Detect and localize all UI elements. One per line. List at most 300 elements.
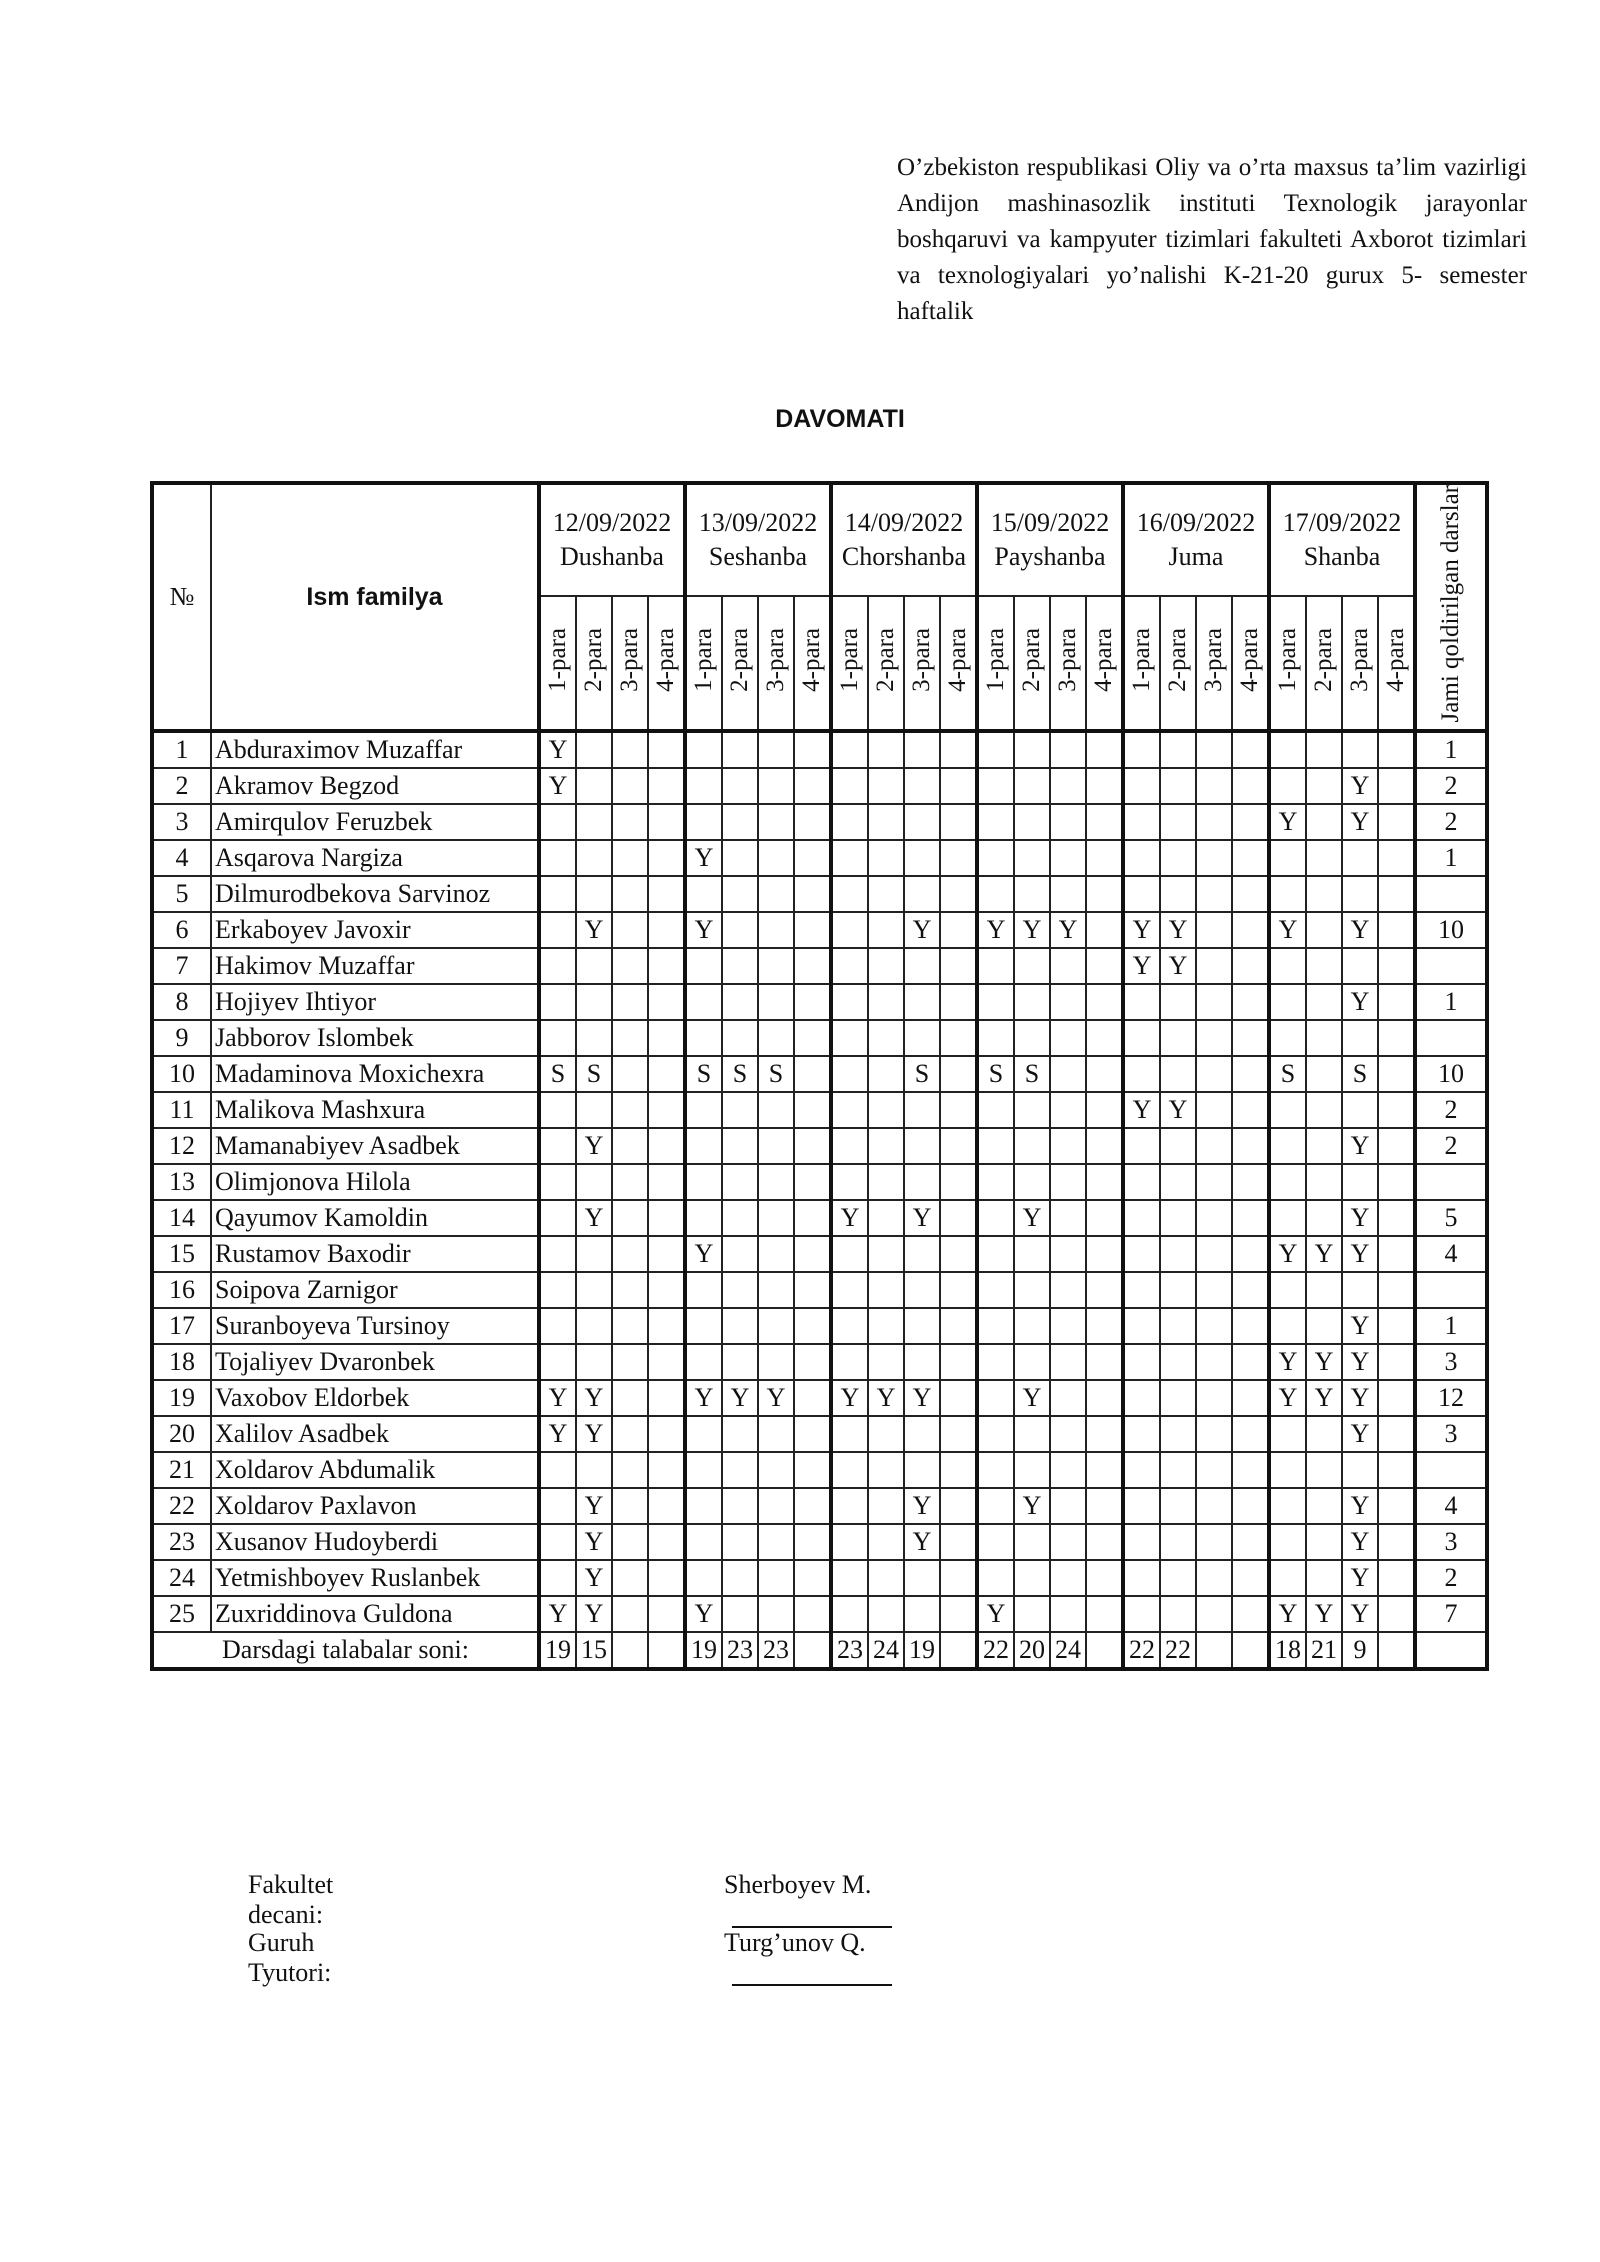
attendance-mark [1014, 948, 1050, 984]
attendance-mark [758, 840, 794, 876]
attendance-mark [1196, 804, 1232, 840]
attendance-mark [722, 1560, 758, 1596]
day-weekday: Shanba [1303, 542, 1381, 572]
attendance-mark [722, 876, 758, 912]
attendance-mark [648, 1020, 685, 1056]
attendance-mark [758, 1416, 794, 1452]
attendance-mark [1160, 1488, 1196, 1524]
attendance-mark [612, 1380, 648, 1416]
attendance-mark [758, 984, 794, 1020]
attendance-mark [539, 1488, 576, 1524]
para-header [648, 596, 685, 731]
attendance-mark: Y [904, 1200, 940, 1236]
attendance-mark [940, 1092, 977, 1128]
attendance-mark [722, 1200, 758, 1236]
attendance-mark [1014, 1092, 1050, 1128]
missed-total [1415, 1452, 1487, 1488]
day-date: 16/09/2022 [1136, 508, 1256, 538]
attendance-mark [868, 876, 904, 912]
attendance-mark [1123, 1560, 1160, 1596]
attendance-mark: Y [831, 1380, 868, 1416]
attendance-mark [1014, 1272, 1050, 1308]
attendance-mark [1306, 1200, 1342, 1236]
attendance-mark: Y [1014, 1200, 1050, 1236]
attendance-mark [1306, 1128, 1342, 1164]
attendance-mark [904, 1092, 940, 1128]
attendance-mark [1014, 1344, 1050, 1380]
table-row [152, 1236, 1487, 1272]
attendance-mark: S [904, 1056, 940, 1092]
attendance-mark [977, 1452, 1014, 1488]
attendance-mark [1123, 1416, 1160, 1452]
attendance-mark [831, 1272, 868, 1308]
table-row [152, 1416, 1487, 1452]
para-header [758, 596, 794, 731]
attendance-mark [977, 804, 1014, 840]
attendance-mark [1306, 1308, 1342, 1344]
attendance-mark [940, 1416, 977, 1452]
attendance-mark [904, 1236, 940, 1272]
attendance-mark [685, 1308, 722, 1344]
attendance-mark [1306, 1056, 1342, 1092]
attendance-mark [1160, 1020, 1196, 1056]
attendance-mark [1014, 1416, 1050, 1452]
attendance-mark [576, 1344, 612, 1380]
student-name: Dilmurodbekova Sarvinoz [211, 876, 539, 912]
attendance-mark: Y [1342, 1596, 1378, 1632]
attendance-mark [685, 1020, 722, 1056]
para-label: 3-para [1054, 627, 1081, 692]
attendance-mark [977, 1236, 1014, 1272]
student-name: Hojiyev Ihtiyor [211, 984, 539, 1020]
attendance-mark: Y [685, 1380, 722, 1416]
attendance-mark: S [977, 1056, 1014, 1092]
attendance-mark [612, 1524, 648, 1560]
attendance-mark [940, 768, 977, 804]
attendance-mark [794, 1596, 831, 1632]
attendance-mark [831, 1128, 868, 1164]
present-count: 19 [904, 1632, 940, 1669]
attendance-mark [904, 1128, 940, 1164]
attendance-mark [904, 948, 940, 984]
attendance-mark [868, 1560, 904, 1596]
attendance-mark: Y [1342, 1128, 1378, 1164]
row-number: 16 [152, 1272, 211, 1308]
attendance-mark [1232, 1020, 1269, 1056]
attendance-mark [1378, 1524, 1415, 1560]
attendance-mark [940, 912, 977, 948]
attendance-mark [685, 1164, 722, 1200]
attendance-mark [868, 731, 904, 768]
para-header [940, 596, 977, 731]
para-header [1050, 596, 1086, 731]
attendance-mark [794, 876, 831, 912]
attendance-mark [831, 1092, 868, 1128]
missed-total [1415, 1272, 1487, 1308]
attendance-mark [868, 1056, 904, 1092]
attendance-mark [648, 1380, 685, 1416]
attendance-mark [722, 984, 758, 1020]
attendance-mark [576, 1020, 612, 1056]
attendance-mark [685, 1128, 722, 1164]
attendance-mark: S [539, 1056, 576, 1092]
para-header [1014, 596, 1050, 731]
para-label: 3-para [1346, 627, 1373, 692]
day-header [685, 483, 831, 596]
attendance-mark [940, 1128, 977, 1164]
attendance-mark [612, 984, 648, 1020]
attendance-mark [1342, 948, 1378, 984]
attendance-mark [904, 1272, 940, 1308]
missed-total: 10 [1415, 912, 1487, 948]
attendance-mark [1378, 912, 1415, 948]
attendance-mark [1232, 1236, 1269, 1272]
attendance-mark [685, 1488, 722, 1524]
attendance-mark [1160, 1524, 1196, 1560]
attendance-mark [977, 1272, 1014, 1308]
row-number: 22 [152, 1488, 211, 1524]
attendance-mark: Y [1160, 948, 1196, 984]
attendance-mark [648, 840, 685, 876]
missed-total: 2 [1415, 804, 1487, 840]
student-name: Mamanabiyev Asadbek [211, 1128, 539, 1164]
attendance-mark [1014, 731, 1050, 768]
attendance-mark [612, 804, 648, 840]
attendance-mark [1378, 1128, 1415, 1164]
attendance-mark [1086, 1380, 1123, 1416]
para-label: 2-para [726, 627, 753, 692]
attendance-mark [1014, 768, 1050, 804]
attendance-mark [1196, 912, 1232, 948]
missed-total: 12 [1415, 1380, 1487, 1416]
attendance-mark [612, 1308, 648, 1344]
attendance-mark [1269, 1128, 1306, 1164]
attendance-mark [722, 1596, 758, 1632]
attendance-mark [977, 1200, 1014, 1236]
attendance-mark: Y [1342, 768, 1378, 804]
attendance-mark [722, 1488, 758, 1524]
student-name: Olimjonova Hilola [211, 1164, 539, 1200]
attendance-mark: Y [685, 840, 722, 876]
table-row [152, 1092, 1487, 1128]
attendance-mark [1269, 948, 1306, 984]
student-name: Malikova Mashxura [211, 1092, 539, 1128]
attendance-mark [685, 1092, 722, 1128]
attendance-mark [1196, 948, 1232, 984]
signature-line [732, 1958, 892, 1986]
attendance-mark: Y [576, 1488, 612, 1524]
table-row [152, 840, 1487, 876]
attendance-mark [904, 1308, 940, 1344]
attendance-mark [722, 1452, 758, 1488]
attendance-mark: Y [1269, 804, 1306, 840]
attendance-mark [1269, 1164, 1306, 1200]
attendance-mark [1123, 1164, 1160, 1200]
row-number: 15 [152, 1236, 211, 1272]
attendance-mark [1014, 1596, 1050, 1632]
attendance-mark [1378, 804, 1415, 840]
attendance-mark [831, 1560, 868, 1596]
attendance-mark [1196, 1308, 1232, 1344]
para-label: 2-para [1018, 627, 1045, 692]
attendance-mark: Y [1342, 804, 1378, 840]
attendance-mark [648, 731, 685, 768]
table-row [152, 1524, 1487, 1560]
attendance-mark [1306, 876, 1342, 912]
attendance-mark [722, 768, 758, 804]
attendance-mark [685, 804, 722, 840]
missed-total [1415, 1020, 1487, 1056]
attendance-mark [1342, 1020, 1378, 1056]
row-number: 5 [152, 876, 211, 912]
attendance-mark [1014, 1236, 1050, 1272]
total-header-label: Jami qoldirilgan darslar [1437, 485, 1464, 723]
attendance-mark [612, 1452, 648, 1488]
attendance-mark [940, 1344, 977, 1380]
attendance-mark [1123, 1200, 1160, 1236]
attendance-mark [685, 1200, 722, 1236]
attendance-mark [904, 876, 940, 912]
attendance-mark: Y [904, 1380, 940, 1416]
attendance-mark [1378, 1020, 1415, 1056]
attendance-mark [1086, 1020, 1123, 1056]
attendance-mark [794, 1560, 831, 1596]
attendance-mark [831, 948, 868, 984]
signature-name: Turg’unov Q. [724, 1928, 866, 1957]
attendance-mark [648, 1308, 685, 1344]
attendance-mark [1086, 1560, 1123, 1596]
attendance-mark: Y [904, 1488, 940, 1524]
attendance-mark [722, 840, 758, 876]
attendance-mark: Y [758, 1380, 794, 1416]
column-header-number: № [152, 483, 211, 731]
attendance-mark [1196, 840, 1232, 876]
attendance-mark [1014, 1164, 1050, 1200]
attendance-mark: Y [1160, 1092, 1196, 1128]
attendance-mark [685, 876, 722, 912]
attendance-mark [1160, 840, 1196, 876]
para-header [1306, 596, 1342, 731]
attendance-table-wrapper [150, 481, 1489, 1671]
attendance-mark [1050, 1236, 1086, 1272]
attendance-mark: Y [1342, 1236, 1378, 1272]
attendance-mark: Y [685, 1596, 722, 1632]
attendance-mark [758, 1272, 794, 1308]
table-row [152, 804, 1487, 840]
present-count: 15 [576, 1632, 612, 1669]
attendance-mark [868, 1416, 904, 1452]
attendance-mark [1160, 1416, 1196, 1452]
signature-name: Sherboyev M. [724, 1870, 872, 1899]
student-name: Madaminova Moxichexra [211, 1056, 539, 1092]
attendance-mark [940, 1596, 977, 1632]
attendance-mark [1232, 1524, 1269, 1560]
table-row [152, 1128, 1487, 1164]
attendance-mark [1050, 1524, 1086, 1560]
attendance-mark [1306, 1452, 1342, 1488]
attendance-mark [1123, 984, 1160, 1020]
attendance-mark [539, 1236, 576, 1272]
attendance-mark [1378, 1488, 1415, 1524]
document-header: O’zbekiston respublikasi Oliy va o’rta maxsus ta’lim vazirligi Andijon mashinasozlik instituti Texnologik jarayonlar boshqaruvi va kampyuter tizimlari fakulteti Axborot tizimlari va texnologiyalari yo’nalishi K-21-20 gurux 5- semester haftalik [897, 154, 1527, 325]
day-header [1269, 483, 1415, 596]
attendance-mark [977, 731, 1014, 768]
missed-total [1415, 1164, 1487, 1200]
attendance-mark [1196, 1200, 1232, 1236]
attendance-mark [1086, 1272, 1123, 1308]
attendance-mark [794, 1344, 831, 1380]
attendance-mark [1160, 1164, 1196, 1200]
attendance-mark [1306, 1416, 1342, 1452]
attendance-mark: Y [1269, 1344, 1306, 1380]
attendance-mark [1050, 1272, 1086, 1308]
para-header [868, 596, 904, 731]
attendance-mark [539, 1308, 576, 1344]
para-label: 4-para [1236, 627, 1263, 692]
attendance-mark [977, 1488, 1014, 1524]
missed-total: 4 [1415, 1488, 1487, 1524]
attendance-mark [1160, 876, 1196, 912]
attendance-mark [648, 912, 685, 948]
attendance-mark: Y [685, 1236, 722, 1272]
attendance-mark [794, 1200, 831, 1236]
attendance-mark [758, 768, 794, 804]
attendance-mark: Y [576, 1416, 612, 1452]
attendance-mark [758, 1200, 794, 1236]
attendance-mark [904, 1596, 940, 1632]
attendance-mark [904, 768, 940, 804]
attendance-mark [794, 1524, 831, 1560]
missed-total: 1 [1415, 731, 1487, 768]
attendance-mark [1378, 1236, 1415, 1272]
attendance-mark [977, 1380, 1014, 1416]
attendance-mark [1160, 1200, 1196, 1236]
attendance-mark [1196, 1236, 1232, 1272]
present-count: 24 [1050, 1632, 1086, 1669]
attendance-mark [722, 804, 758, 840]
attendance-mark [758, 1308, 794, 1344]
attendance-mark [1196, 1524, 1232, 1560]
attendance-mark [612, 1560, 648, 1596]
attendance-mark [868, 768, 904, 804]
attendance-mark [794, 1236, 831, 1272]
row-number: 24 [152, 1560, 211, 1596]
attendance-mark [722, 1020, 758, 1056]
attendance-mark [1050, 804, 1086, 840]
attendance-mark [1306, 984, 1342, 1020]
attendance-mark [940, 840, 977, 876]
attendance-mark [1232, 876, 1269, 912]
attendance-mark [1050, 1452, 1086, 1488]
attendance-mark [576, 768, 612, 804]
column-header-name: Ism familya [211, 483, 539, 731]
attendance-mark: Y [1342, 912, 1378, 948]
attendance-mark: Y [1342, 1380, 1378, 1416]
attendance-mark [1306, 731, 1342, 768]
table-row [152, 1596, 1487, 1632]
attendance-mark [612, 948, 648, 984]
attendance-mark [904, 1416, 940, 1452]
attendance-mark [539, 1020, 576, 1056]
table-row [152, 1308, 1487, 1344]
attendance-mark [831, 1524, 868, 1560]
attendance-mark [868, 1092, 904, 1128]
day-weekday: Juma [1168, 542, 1224, 572]
attendance-mark: Y [1342, 1524, 1378, 1560]
row-number: 23 [152, 1524, 211, 1560]
attendance-mark [868, 948, 904, 984]
table-row [152, 1344, 1487, 1380]
attendance-mark [977, 1020, 1014, 1056]
attendance-mark [648, 1416, 685, 1452]
missed-total: 1 [1415, 1308, 1487, 1344]
attendance-mark: S [576, 1056, 612, 1092]
attendance-mark: S [1269, 1056, 1306, 1092]
attendance-mark [1086, 948, 1123, 984]
attendance-mark: Y [722, 1380, 758, 1416]
attendance-mark [1232, 768, 1269, 804]
para-header [1123, 596, 1160, 731]
attendance-mark [1160, 1056, 1196, 1092]
para-label: 1-para [544, 627, 571, 692]
attendance-mark: Y [1342, 1488, 1378, 1524]
attendance-mark [1306, 948, 1342, 984]
attendance-mark [1232, 1200, 1269, 1236]
attendance-mark [539, 984, 576, 1020]
attendance-mark [612, 1488, 648, 1524]
present-count [940, 1632, 977, 1669]
attendance-mark [722, 912, 758, 948]
attendance-mark: Y [977, 912, 1014, 948]
para-label: 1-para [836, 627, 863, 692]
attendance-mark [1123, 1380, 1160, 1416]
signature-name-wrap [724, 1928, 892, 1993]
attendance-mark [648, 1164, 685, 1200]
attendance-mark [940, 984, 977, 1020]
present-count [648, 1632, 685, 1669]
attendance-mark [1160, 1452, 1196, 1488]
para-label: 1-para [690, 627, 717, 692]
attendance-mark [539, 840, 576, 876]
attendance-mark: Y [977, 1596, 1014, 1632]
attendance-mark [1050, 984, 1086, 1020]
attendance-mark [1014, 1524, 1050, 1560]
attendance-mark [1160, 768, 1196, 804]
attendance-mark [1232, 804, 1269, 840]
present-count: 19 [539, 1632, 576, 1669]
attendance-mark [868, 984, 904, 1020]
attendance-mark [868, 1020, 904, 1056]
para-label: 3-para [1200, 627, 1227, 692]
attendance-mark [612, 1020, 648, 1056]
attendance-mark [1378, 1416, 1415, 1452]
attendance-mark [1014, 984, 1050, 1020]
attendance-mark: Y [1306, 1344, 1342, 1380]
attendance-mark: Y [1014, 1380, 1050, 1416]
attendance-mark [1086, 768, 1123, 804]
attendance-mark [868, 912, 904, 948]
student-name: Jabborov Islombek [211, 1020, 539, 1056]
student-name: Tojaliyev Dvaronbek [211, 1344, 539, 1380]
attendance-mark [1050, 1308, 1086, 1344]
para-header [722, 596, 758, 731]
attendance-mark [648, 1560, 685, 1596]
student-name: Zuxriddinova Guldona [211, 1596, 539, 1632]
attendance-mark [1086, 1236, 1123, 1272]
attendance-mark [612, 1344, 648, 1380]
totals-label: Darsdagi talabalar soni: [152, 1632, 539, 1669]
attendance-mark [685, 1344, 722, 1380]
